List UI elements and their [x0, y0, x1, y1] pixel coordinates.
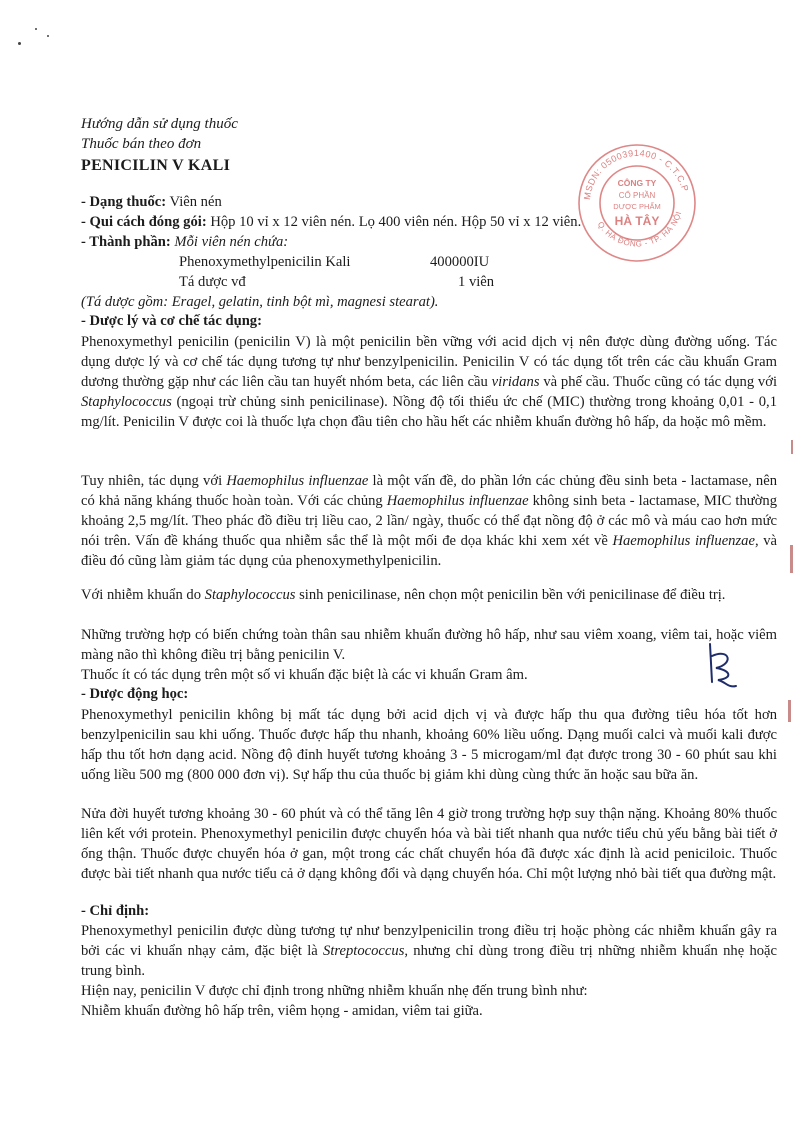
- ingredient-name: Phenoxymethylpenicilin Kali: [179, 254, 351, 270]
- pharmacology-paragraph: [81, 333, 777, 433]
- dosage-form-value: Viên nén: [166, 194, 222, 210]
- text-run: là một vấn đề, do phần lớn các chủng đều sinh beta - lactamase, nên có khả năng kháng thuốc hoàn toàn. Với các chủng: [81, 473, 777, 509]
- text-run: Haemophilus influenzae: [226, 473, 369, 489]
- pharmacokinetics-paragraph: Nửa đời huyết tương khoảng 30 - 60 phút và có thể tăng lên 4 giờ trong trường hợp suy thận nặng. Khoảng 80% thuốc liên kết với protein. Phenoxymethyl penicilin được chuyển hóa và bài tiết nhanh qua nước tiểu chủ yếu bằng bài tiết ở ống thận. Thuốc được chuyển hóa ở gan, một trong các chất chuyển hóa đã được xác định là acid peniciloic. Thuốc được bài tiết nhanh qua nước tiểu cả ở dạng không đổi và dạng chuyển hóa. Chỉ một lượng nhỏ bài tiết qua đường mật.: [81, 806, 777, 882]
- text-run: Streptococcus: [323, 942, 405, 959]
- composition-row: [179, 274, 246, 291]
- composition-label: - Thành phần:: [81, 234, 171, 250]
- scan-speck: [18, 42, 21, 45]
- packaging-label: - Qui cách đóng gói:: [81, 214, 207, 230]
- company-seal: [576, 142, 698, 264]
- composition-row: [458, 274, 494, 291]
- product-title: PENICILIN V KALI: [81, 157, 231, 174]
- scan-speck: [35, 28, 37, 30]
- composition-subtitle: Mỗi viên nén chứa:: [170, 234, 289, 250]
- composition-row: [430, 254, 489, 271]
- text-run: không sinh beta - lactamase, MIC thường khoảng 2,5 mg/lít. Theo phác đồ điều trị liều cao, 2 lần/ ngày, thuốc có thể đạt nồng độ ở các mô và máu cao hơn mức nói trên. Vấn đề kháng thuốc qua nhiễm sắc thể là một mối đe dọa khác khi xem xét về: [81, 492, 777, 549]
- composition-row: [179, 254, 350, 271]
- doc-heading-prescription: Thuốc bán theo đơn: [81, 136, 202, 152]
- text-run: , nhưng chỉ dùng trong điều trị những nhiễm khuẩn nhẹ hoặc trung bình.: [81, 942, 777, 979]
- indications-paragraph: Hiện nay, penicilin V được chỉ định trong những nhiễm khuẩn nhẹ đến trung bình như:: [81, 983, 588, 999]
- packaging-line: [81, 214, 581, 231]
- text-run: và phế cầu. Thuốc cũng có tác dụng với: [539, 373, 778, 390]
- pharmacology-paragraph: [81, 586, 777, 606]
- section-heading-pharmacokinetics: - Dược động học:: [81, 686, 189, 702]
- svg-text:DƯỢC PHẨM: DƯỢC PHẨM: [613, 202, 661, 211]
- pharmacokinetics-paragraph: Phenoxymethyl penicilin không bị mất tác dụng bởi acid dịch vị và được hấp thu qua đường tiêu hóa tốt hơn benzylpenicilin sau khi uống. Thuốc được hấp thu nhanh, khoảng 60% liều uống. Dạng muối calci và muối kali được hấp thu tốt hơn dạng acid. Nồng độ đỉnh huyết tương khoảng 3 - 5 microgam/ml đạt được trong 30 - 60 phút sau khi uống liều 500 mg (800 000 đơn vị). Sự hấp thu của thuốc bị giảm khi dùng cùng thức ăn hoặc sau bữa ăn.: [81, 707, 777, 783]
- text-run: Haemophilus influenzae: [386, 492, 529, 509]
- text-run: Haemophilus influenzae: [612, 532, 755, 549]
- scan-speck: [47, 35, 49, 37]
- packaging-value: Hộp 10 vỉ x 12 viên nén. Lọ 400 viên nén. Hộp 50 vỉ x 12 viên.: [206, 214, 582, 230]
- margin-mark: [788, 700, 791, 722]
- ingredient-name: Tá dược vđ: [179, 274, 246, 290]
- svg-text:Q. HÀ ĐÔNG - TP. HÀ NỘI: Q. HÀ ĐÔNG - TP. HÀ NỘI: [595, 210, 684, 249]
- section-heading-pharmacology: - Dược lý và cơ chế tác dụng:: [81, 313, 262, 329]
- text-run: Staphylococcus: [81, 393, 172, 410]
- ingredient-amount: 400000IU: [430, 254, 490, 270]
- indications-paragraph: [81, 922, 777, 982]
- ingredient-amount: 1 viên: [458, 274, 495, 290]
- section-heading-indications: - Chỉ định:: [81, 903, 150, 919]
- doc-heading-usage: Hướng dẫn sử dụng thuốc: [81, 116, 238, 132]
- dosage-form-line: [81, 194, 222, 211]
- svg-text:CÔNG TY: CÔNG TY: [617, 178, 657, 188]
- text-run: Tuy nhiên, tác dụng với: [81, 473, 227, 489]
- text-run: Phenoxymethyl penicilin (penicilin V) là một penicilin bền vững với acid dịch vị nên được dùng đường uống. Tác dụng dược lý và cơ chế tác dụng tương tự như benzylpenicilin. Penicilin V có tác dụng tốt trên các cầu khuẩn Gram dương thường gặp như các liên cầu tan huyết nhóm beta, các liên cầu: [81, 334, 777, 390]
- dosage-form-label: - Dạng thuốc:: [81, 194, 167, 210]
- text-run: Staphylococcus: [204, 587, 296, 603]
- svg-text:HÀ TÂY: HÀ TÂY: [614, 214, 660, 228]
- text-run: Với nhiễm khuẩn do: [81, 587, 205, 603]
- text-run: , và điều đó cũng làm giảm tác dụng của phenoxymethylpenicilin.: [81, 532, 778, 569]
- svg-text:MSDN: 0500391400 - C.T.C.P: MSDN: 0500391400 - C.T.C.P: [582, 147, 691, 201]
- text-run: sinh penicilinase, nên chọn một penicilin bền với penicilinase để điều trị.: [295, 587, 726, 603]
- text-run: Phenoxymethyl penicilin được dùng tương tự như benzylpenicilin trong điều trị hoặc phòng các nhiễm khuẩn gây ra bởi các vi khuẩn nhạy cảm, đặc biệt là: [81, 923, 777, 959]
- pharmacology-paragraph: Những trường hợp có biến chứng toàn thân sau nhiễm khuẩn đường hô hấp, như sau viêm xoang, viêm tai, hoặc viêm màng não thì không điều trị bằng penicilin V.: [81, 627, 777, 663]
- margin-mark: [790, 545, 793, 573]
- pharmacology-paragraph: [81, 472, 777, 572]
- indications-paragraph: Nhiễm khuẩn đường hô hấp trên, viêm họng - amidan, viêm tai giữa.: [81, 1003, 483, 1019]
- composition-line: [81, 234, 288, 251]
- text-run: (ngoại trừ chủng sinh penicilinase). Nồng độ tối thiểu ức chế (MIC) thường trong khoảng 0,01 - 0,1 mg/lít. Penicilin V được coi là thuốc lựa chọn đầu tiên cho hầu hết các nhiễm khuẩn đường hô hấp, da hoặc mô mềm.: [81, 393, 777, 430]
- svg-text:CỔ PHẦN: CỔ PHẦN: [618, 191, 656, 200]
- text-run: viridans: [491, 373, 540, 390]
- margin-mark: [791, 440, 793, 454]
- excipients-note: (Tá dược gồm: Eragel, gelatin, tinh bột mì, magnesi stearat).: [81, 294, 439, 310]
- pharmacology-paragraph: Thuốc ít có tác dụng trên một số vi khuẩn đặc biệt là các vi khuẩn Gram âm.: [81, 667, 528, 683]
- handwritten-signature: [690, 642, 750, 702]
